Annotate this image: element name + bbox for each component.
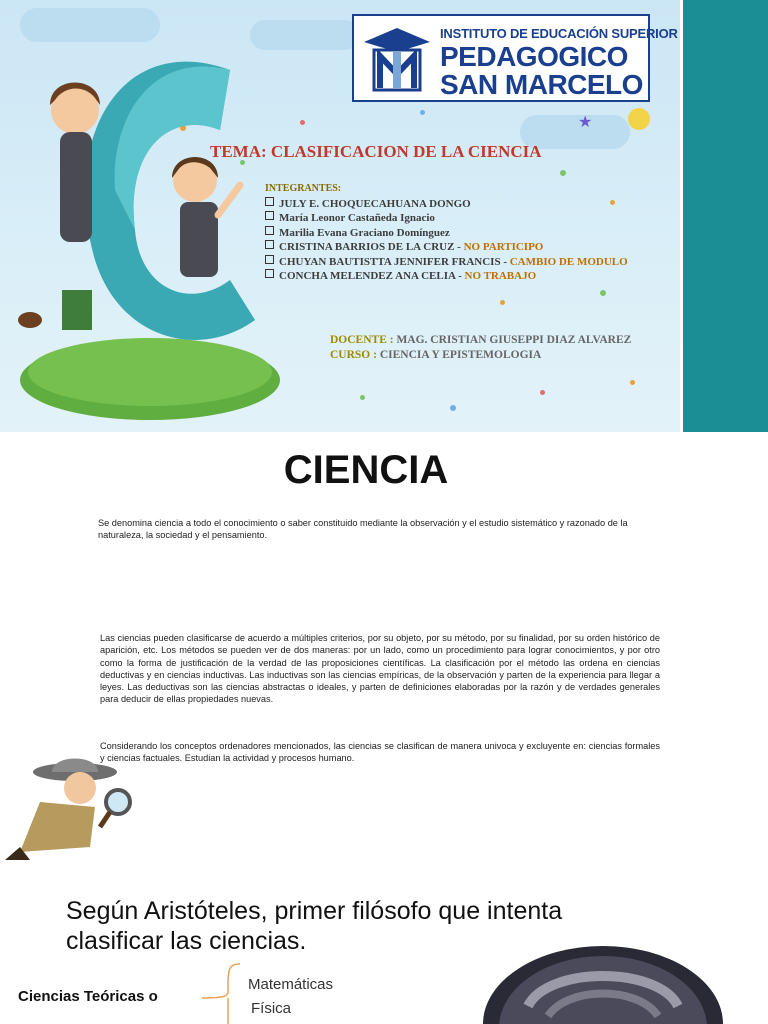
member-item: [265, 211, 628, 226]
checkbox-bullet-icon: [265, 255, 274, 264]
member-item: [265, 240, 628, 255]
teacher-label: DOCENTE :: [330, 334, 394, 346]
member-item: [265, 255, 628, 270]
cover-background: [0, 0, 680, 432]
slide-aristoteles: [0, 866, 768, 1024]
members-list: [265, 182, 628, 284]
confetti-dot: [600, 290, 606, 296]
category-label: Ciencias Teóricas o: [18, 988, 158, 1005]
confetti-dot: [450, 405, 456, 411]
category-item: Matemáticas: [248, 976, 334, 993]
conclusion-paragraph: Considerando los conceptos ordenadores mencionados, las ciencias se clasifican de manera univoca y excluyente en: ciencias formales y ciencias factuales. Estudian la actividad y procesos humano.: [100, 741, 660, 764]
teal-side-bar: [683, 0, 768, 432]
category-item: Física: [251, 1000, 292, 1017]
checkbox-bullet-icon: [265, 240, 274, 249]
confetti-dot: [420, 110, 425, 115]
member-note: NO TRABAJO: [464, 270, 537, 282]
member-name: JULY E. CHOQUECAHUANA DONGO: [279, 197, 471, 210]
topic-title: TEMA: CLASIFICACION DE LA CIENCIA: [210, 142, 542, 161]
moon-decoration: [628, 108, 650, 130]
checkbox-bullet-icon: [265, 226, 274, 235]
slide-ciencia: [0, 434, 768, 866]
detective-illustration: [0, 752, 140, 864]
logo-line-2: PEDAGOGICO: [440, 41, 628, 72]
member-item: [265, 226, 628, 241]
confetti-dot: [360, 395, 365, 400]
logo-line-3: SAN MARCELO: [440, 69, 643, 100]
definition-text: Se denomina ciencia a todo el conocimiento o saber constituido mediante la observación y el estudio sistemático y razonado de la naturaleza, la sociedad y el pensamiento.: [98, 518, 628, 540]
member-item: [265, 269, 628, 284]
classification-paragraph: Las ciencias pueden clasificarse de acuerdo a múltiples criterios, por su objeto, por su método, por su finalidad, por su orden histórico de aparición, etc. Los métodos se pueden ver de dos maneras: por un lado, como un procedimiento para lograr conocimientos, y por otro como la forma de justificación de la verdad de las proposiciones científicas. La clasificación por el método las ordena en ciencias deductivas y en ciencias inductivas. Las inductivas son las ciencias empíricas, de la observación y parten de la experiencia para llegar a leyes. Las deductivas son las ciencias abstractas o ideales, y parten de definiciones elaboradas por la razón y de verdades generales para deducir de ellas propiedades nuevas.: [100, 633, 660, 705]
course-value: CIENCIA Y EPISTEMOLOGIA: [376, 349, 542, 361]
checkbox-bullet-icon: [265, 197, 274, 206]
member-name: CRISTINA BARRIOS DE LA CRUZ -: [279, 241, 464, 253]
confetti-dot: [560, 170, 566, 176]
checkbox-bullet-icon: [265, 269, 274, 278]
confetti-dot: [500, 300, 505, 305]
member-name: CHUYAN BAUTISTTA JENNIFER FRANCIS -: [279, 255, 510, 268]
slide-cover: [0, 0, 768, 432]
members-heading: INTEGRANTES:: [265, 183, 342, 194]
member-note: CAMBIO DE MODULO: [509, 255, 628, 268]
confetti-dot: [540, 390, 545, 395]
course-label: CURSO :: [330, 349, 377, 361]
institute-emblem-icon: [360, 22, 434, 96]
member-item: [265, 197, 628, 212]
checkbox-bullet-icon: [265, 211, 274, 220]
star-icon: ★: [578, 114, 593, 131]
confetti-dot: [630, 380, 635, 385]
teacher-course-info: [330, 333, 631, 363]
member-note: NO PARTICIPO: [463, 241, 544, 253]
member-name: CONCHA MELENDEZ ANA CELIA -: [279, 270, 465, 282]
slide-title: CIENCIA: [283, 448, 449, 492]
course-line: [330, 348, 631, 363]
brace-connector: [200, 962, 242, 1024]
teacher-line: [330, 333, 631, 348]
member-name: María Leonor Castañeda Ignacio: [279, 212, 435, 224]
institute-logo: [352, 14, 678, 102]
slide-title: Según Aristóteles, primer filósofo que intenta clasificar las ciencias.: [66, 897, 563, 955]
member-name: Marilia Evana Graciano Domínguez: [279, 226, 450, 239]
teacher-value: MAG. CRISTIAN GIUSEPPI DIAZ ALVAREZ: [393, 334, 632, 346]
aristotle-portrait: [468, 946, 738, 1024]
logo-line-1: INSTITUTO DE EDUCACIÓN SUPERIOR: [440, 26, 678, 41]
